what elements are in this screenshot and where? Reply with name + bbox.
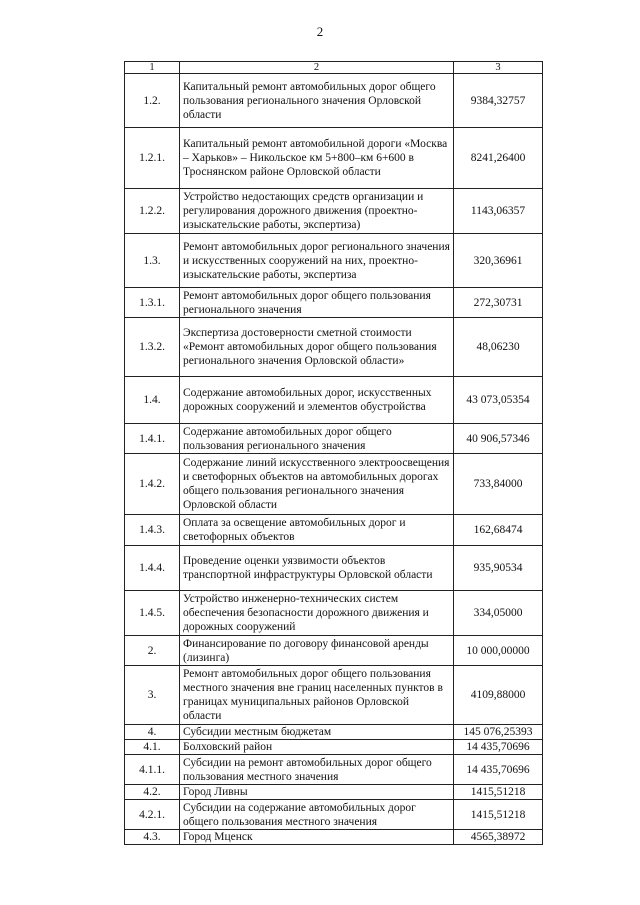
table-row [125, 636, 543, 666]
row-number: 1.4.1. [125, 424, 180, 454]
table-row [125, 288, 543, 318]
row-number: 1.3.1. [125, 288, 180, 318]
row-value: 14 435,70696 [454, 740, 543, 755]
row-number: 1.4.5. [125, 591, 180, 636]
table-row [125, 546, 543, 591]
row-value: 334,05000 [454, 591, 543, 636]
row-number: 4.2.1. [125, 800, 180, 830]
row-value: 733,84000 [454, 454, 543, 515]
row-number: 1.3.2. [125, 318, 180, 377]
row-value: 145 076,25393 [454, 725, 543, 740]
row-value: 320,36961 [454, 234, 543, 288]
table-row [125, 830, 543, 845]
row-value: 162,68474 [454, 515, 543, 546]
row-name: Ремонт автомобильных дорог общего пользования местного значения вне границ населенных пунктов в границах муниципальных районов Орловской области [180, 666, 454, 725]
row-number: 1.4. [125, 377, 180, 424]
table-body [125, 74, 543, 845]
row-number: 1.2. [125, 74, 180, 128]
row-number: 1.4.4. [125, 546, 180, 591]
table-row [125, 318, 543, 377]
row-value: 1415,51218 [454, 785, 543, 800]
row-name: Субсидии местным бюджетам [180, 725, 454, 740]
row-name: Ремонт автомобильных дорог общего пользования регионального значения [180, 288, 454, 318]
row-name: Субсидии на содержание автомобильных дорог общего пользования местного значения [180, 800, 454, 830]
row-number: 1.4.2. [125, 454, 180, 515]
row-value: 935,90534 [454, 546, 543, 591]
row-name: Город Мценск [180, 830, 454, 845]
row-value: 14 435,70696 [454, 755, 543, 785]
row-name: Проведение оценки уязвимости объектов транспортной инфраструктуры Орловской области [180, 546, 454, 591]
budget-table [124, 61, 543, 845]
row-name: Болховский район [180, 740, 454, 755]
row-value: 1143,06357 [454, 189, 543, 234]
row-name: Устройство инженерно-технических систем обеспечения безопасности дорожного движения и дорожных сооружений [180, 591, 454, 636]
table-row [125, 725, 543, 740]
table-row [125, 755, 543, 785]
row-name: Субсидии на ремонт автомобильных дорог общего пользования местного значения [180, 755, 454, 785]
row-number: 4.1. [125, 740, 180, 755]
row-number: 4.2. [125, 785, 180, 800]
row-name: Капитальный ремонт автомобильных дорог общего пользования регионального значения Орловской области [180, 74, 454, 128]
table-row [125, 74, 543, 128]
table-row [125, 234, 543, 288]
row-name: Содержание линий искусственного электроосвещения и светофорных объектов на автомобильных дорогах общего пользования регионального значения Орловской области [180, 454, 454, 515]
page-number: 2 [316, 24, 324, 39]
table-row [125, 454, 543, 515]
row-name: Содержание автомобильных дорог общего пользования регионального значения [180, 424, 454, 454]
row-number: 2. [125, 636, 180, 666]
row-name: Оплата за освещение автомобильных дорог и светофорных объектов [180, 515, 454, 546]
table-row [125, 377, 543, 424]
column-header-1: 1 [125, 62, 180, 74]
row-value: 4565,38972 [454, 830, 543, 845]
table-row [125, 128, 543, 189]
row-value: 8241,26400 [454, 128, 543, 189]
table-row [125, 740, 543, 755]
row-value: 40 906,57346 [454, 424, 543, 454]
row-number: 1.4.3. [125, 515, 180, 546]
row-value: 4109,88000 [454, 666, 543, 725]
row-value: 48,06230 [454, 318, 543, 377]
row-number: 4.1.1. [125, 755, 180, 785]
row-name: Капитальный ремонт автомобильной дороги «Москва – Харьков» – Никольское км 5+800–км 6+600 в Троснянском районе Орловской области [180, 128, 454, 189]
row-name: Город Ливны [180, 785, 454, 800]
row-value: 43 073,05354 [454, 377, 543, 424]
column-header-2: 2 [180, 62, 454, 74]
table-row [125, 591, 543, 636]
row-number: 4.3. [125, 830, 180, 845]
table-row [125, 515, 543, 546]
row-number: 3. [125, 666, 180, 725]
table-row [125, 800, 543, 830]
table-row [125, 189, 543, 234]
table-header-row [125, 62, 543, 74]
row-name: Финансирование по договору финансовой аренды (лизинга) [180, 636, 454, 666]
table-row [125, 666, 543, 725]
row-value: 1415,51218 [454, 800, 543, 830]
row-number: 1.2.1. [125, 128, 180, 189]
row-number: 1.3. [125, 234, 180, 288]
table-row [125, 785, 543, 800]
row-name: Ремонт автомобильных дорог регионального значения и искусственных сооружений на них, проектно-изыскательские работы, экспертиза [180, 234, 454, 288]
row-number: 4. [125, 725, 180, 740]
row-name: Устройство недостающих средств организации и регулирования дорожного движения (проектно-изыскательские работы, экспертиза) [180, 189, 454, 234]
row-number: 1.2.2. [125, 189, 180, 234]
row-name: Экспертиза достоверности сметной стоимости «Ремонт автомобильных дорог общего пользования регионального значения Орловской области» [180, 318, 454, 377]
column-header-3: 3 [454, 62, 543, 74]
row-value: 10 000,00000 [454, 636, 543, 666]
row-name: Содержание автомобильных дорог, искусственных дорожных сооружений и элементов обустройства [180, 377, 454, 424]
row-value: 272,30731 [454, 288, 543, 318]
row-value: 9384,32757 [454, 74, 543, 128]
table-row [125, 424, 543, 454]
